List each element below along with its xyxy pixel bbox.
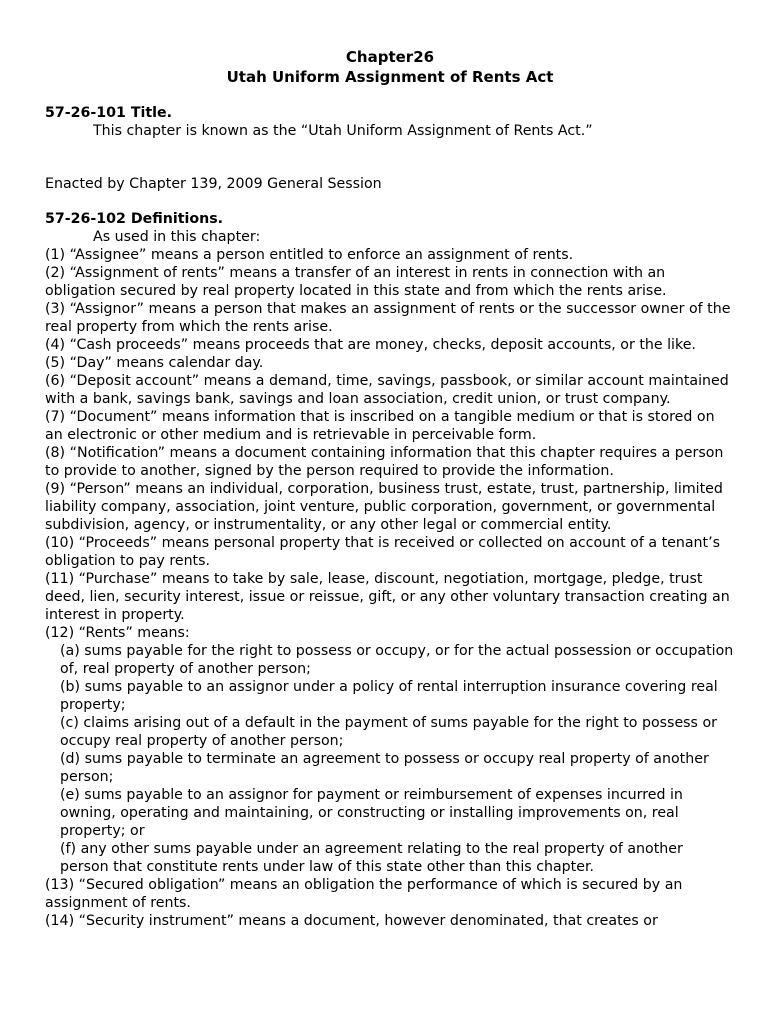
section-102-intro: As used in this chapter: bbox=[93, 229, 261, 245]
definition-item: (5) “Day” means calendar day. bbox=[45, 355, 264, 371]
definition-item: (14) “Security instrument” means a document, however denominated, that creates or bbox=[45, 913, 658, 929]
definition-item: (8) “Notification” means a document containing information that this chapter requires a person to provide to another, signed by the person required to provide the information. bbox=[45, 445, 724, 479]
definition-item: (1) “Assignee” means a person entitled to enforce an assignment of rents. bbox=[45, 247, 574, 263]
chapter-number: Chapter26 bbox=[345, 48, 435, 66]
rents-subitem: (c) claims arising out of a default in the payment of sums payable for the right to possess or occupy real property of another person; bbox=[60, 715, 717, 749]
definition-item: (11) “Purchase” means to take by sale, lease, discount, negotiation, mortgage, pledge, trust deed, lien, security interest, issue or reissue, gift, or any other voluntary transaction creating an interest in property. bbox=[45, 571, 730, 623]
chapter-title: Utah Uniform Assignment of Rents Act bbox=[226, 68, 554, 86]
section-101-enacted: Enacted by Chapter 139, 2009 General Session bbox=[45, 176, 382, 192]
definition-item: (12) “Rents” means: bbox=[45, 625, 190, 641]
definition-item: (2) “Assignment of rents” means a transfer of an interest in rents in connection with an obligation secured by real property located in this state and from which the rents arise. bbox=[45, 265, 667, 299]
definition-item: (7) “Document” means information that is inscribed on a tangible medium or that is stored on an electronic or other medium and is retrievable in perceivable form. bbox=[45, 409, 715, 443]
definition-item: (3) “Assignor” means a person that makes an assignment of rents or the successor owner of the real property from which the rents arise. bbox=[45, 301, 731, 335]
rents-subitem: (e) sums payable to an assignor for payment or reimbursement of expenses incurred in owning, operating and maintaining, or constructing or installing improvements on, real property; or bbox=[60, 787, 683, 839]
rents-subitem: (a) sums payable for the right to possess or occupy, or for the actual possession or occupation of, real property of another person; bbox=[60, 643, 734, 677]
rents-subitem: (d) sums payable to terminate an agreement to possess or occupy real property of another person; bbox=[60, 751, 709, 785]
definition-item: (6) “Deposit account” means a demand, time, savings, passbook, or similar account maintained with a bank, savings bank, savings and loan association, credit union, or trust company. bbox=[45, 373, 729, 407]
section-102-heading: 57-26-102 Definitions. bbox=[45, 211, 224, 227]
definition-item: (10) “Proceeds” means personal property that is received or collected on account of a tenant’s obligation to pay rents. bbox=[45, 535, 721, 569]
definition-item: (13) “Secured obligation” means an obligation the performance of which is secured by an assignment of rents. bbox=[45, 877, 683, 911]
section-101-text: This chapter is known as the “Utah Uniform Assignment of Rents Act.” bbox=[93, 123, 593, 139]
definition-item: (9) “Person” means an individual, corporation, business trust, estate, trust, partnership, limited liability company, association, joint venture, public corporation, government, or governmental subdivision, agency, or instrumentality, or any other legal or commercial entity. bbox=[45, 481, 723, 533]
rents-subitem: (f) any other sums payable under an agreement relating to the real property of another person that constitute rents under law of this state other than this chapter. bbox=[60, 841, 683, 875]
definition-item: (4) “Cash proceeds” means proceeds that are money, checks, deposit accounts, or the like. bbox=[45, 337, 696, 353]
section-101-heading: 57-26-101 Title. bbox=[45, 105, 173, 121]
rents-subitem: (b) sums payable to an assignor under a policy of rental interruption insurance covering real property; bbox=[60, 679, 718, 713]
document-page bbox=[45, 47, 735, 930]
